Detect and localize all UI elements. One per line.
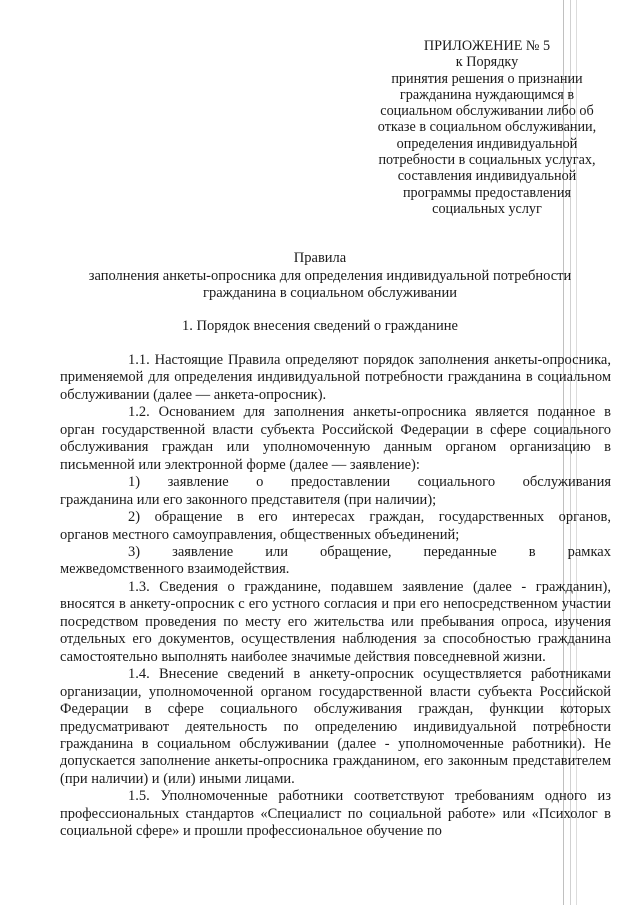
appendix-line: составления индивидуальной [397,168,577,185]
paragraph-1-5: 1.5. Уполномоченные работники соответствуют требованиям одного из профессиональных стандартов «Специалист по социальной работе» или «Психолог в социальной сфере» и прошли профессиональное обучение по [60,788,611,840]
paragraph-1-1: 1.1. Настоящие Правила определяют порядок заполнения анкеты-опросника, применяемой для определения индивидуальной потребности гражданина в социальном обслуживании (далее — анкета-опросник). [60,352,611,403]
paragraph-1-4: 1.4. Внесение сведений в анкету-опросник осуществляется работниками организации, уполномоченной органом государственной власти субъекта Российской Федерации в сфере социального обслуживания граждан, функции которых предусматривают деятельность по определению индивидуальной потребности гражданина в социальном обслуживании (далее - уполномоченные работники). Не допускается заполнение анкеты-опросника гражданином, его законным представителем (при наличии) и (или) иными лицами. [60,666,611,787]
appendix-line: гражданина нуждающимся в [399,86,575,103]
list-item-1-first-line: 1) заявление о предоставлении социального обслуживания [128,474,611,491]
appendix-line: принятия решения о признании [391,70,583,87]
rules-subtitle-line: заполнения анкеты-опросника для определения индивидуальной потребности [88,268,572,284]
paragraph-1-2: 1.2. Основанием для заполнения анкеты-опросника является поданное в орган государственной власти субъекта Российской Федерации в сфере социального обслуживания граждан или уполномоченную данным органом организацию в письменной или электронной форме (далее — заявление): [60,404,611,473]
rules-subtitle [60,268,600,302]
appendix-line: потребности в социальных услугах, [378,152,596,169]
list-item-3-first-line: 3) заявление или обращение, переданные в рамках [128,543,611,560]
rules-title: Правила [293,250,347,266]
appendix-line: к Порядку [455,54,519,71]
appendix-line: ПРИЛОЖЕНИЕ № 5 [423,38,551,54]
list-item-2-rest: органов местного самоуправления, общественных объединений; [60,526,460,543]
appendix-line: социальных услуг [432,200,542,217]
appendix-header [352,38,622,217]
rules-subtitle-line: гражданина в социальном обслуживании [203,285,457,301]
appendix-line: социальном обслуживании либо об [380,103,594,120]
paragraph-1-3: 1.3. Сведения о гражданине, подавшем заявление (далее - гражданин), вносятся в анкету-опросник с его устного согласия и при его непосредственном участии посредством проведения по месту его жительства или пребывания опроса, изучения отдельных его документов, осуществления наблюдения за способностью гражданина самостоятельно выполнять наиболее значимые действия повседневной жизни. [60,578,611,665]
list-item-2-first-line: 2) обращение в его интересах граждан, государственных органов, [128,509,611,526]
appendix-line: определения индивидуальной [396,135,578,152]
list-item-1-rest: гражданина или его законного представителя (при наличии); [60,491,437,508]
section-heading: 1. Порядок внесения сведений о гражданине [182,318,458,334]
appendix-line: отказе в социальном обслуживании, [377,119,597,136]
appendix-line: программы предоставления [402,184,572,201]
section-body [60,352,611,841]
list-item-3-rest: межведомственного взаимодействия. [60,561,290,578]
